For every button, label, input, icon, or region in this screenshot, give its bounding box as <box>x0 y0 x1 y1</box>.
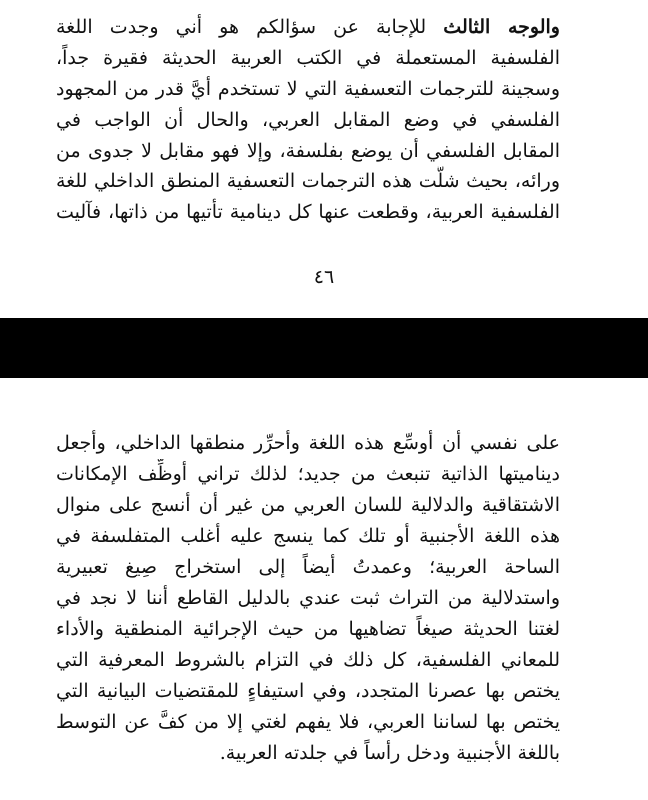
text-span: للإجابة عن سؤالكم هو أني وجدت اللغة <box>56 16 444 38</box>
page-separator <box>0 318 648 378</box>
text-line: وسجينة للترجمات التعسفية التي لا تستخدم أيَّ قدر من المجهود <box>56 78 560 100</box>
text-line: على نفسي أن أوسِّع هذه اللغة وأحرِّر منطقها الداخلي، وأجعل <box>56 432 560 454</box>
text-line: ديناميتها الذاتية تنبعث من جديد؛ لذلك تراني أوظِّف الإمكانات <box>56 463 560 485</box>
text-line <box>56 12 560 42</box>
book-page-top <box>0 0 648 318</box>
text-line: باللغة الأجنبية ودخل رأساً في جلدته العربية. <box>219 742 560 764</box>
text-line: الفلسفية العربية، وقطعت عنها كل دينامية تأتيها من ذاتها، فآليت <box>56 201 560 223</box>
text-line: الفلسفية المستعملة في الكتب العربية الحديثة فقيرة جداً، <box>56 47 560 69</box>
text-line: هذه اللغة الأجنبية أو تلك كما ينسج عليه أغلب المتفلسفة في <box>56 525 560 547</box>
text-line: الاشتقاقية والدلالية للسان العربي من غير أن أنسج على منوال <box>56 494 560 516</box>
text-line: الساحة العربية؛ وعمدتُ أيضاً إلى استخراج صِيغ تعبيرية <box>56 556 560 578</box>
text-line: الفلسفي في وضع المقابل العربي، والحال أن الواجب في <box>56 109 560 131</box>
bold-lead: والوجه الثالث <box>443 16 560 38</box>
text-line: يختص بها لساننا العربي، فلا يفهم لغتي إلا من كفَّ عن التوسط <box>56 711 560 733</box>
text-line: لغتنا الحديثة صيغاً تضاهيها من حيث الإجرائية المنطقية والأداء <box>56 618 560 640</box>
text-line: واستدلالية من التراث ثبت عندي بالدليل القاطع أننا لا نجد في <box>56 587 560 609</box>
text-line: المقابل الفلسفي أن يوضع بفلسفة، وإلا فهو مقابل لا جدوى من <box>56 140 560 162</box>
book-page-bottom <box>0 378 648 800</box>
page-number: ٤٦ <box>313 266 335 288</box>
text-line: يختص بها عصرنا المتجدد، وفي استيفاءٍ للمقتضيات البيانية التي <box>56 680 560 702</box>
text-line: ورائه، بحيث شلَّت هذه الترجمات التعسفية المنطق الداخلي للغة <box>56 170 560 192</box>
text-line: للمعاني الفلسفية، كل ذلك في التزام بالشروط المعرفية التي <box>56 649 560 671</box>
